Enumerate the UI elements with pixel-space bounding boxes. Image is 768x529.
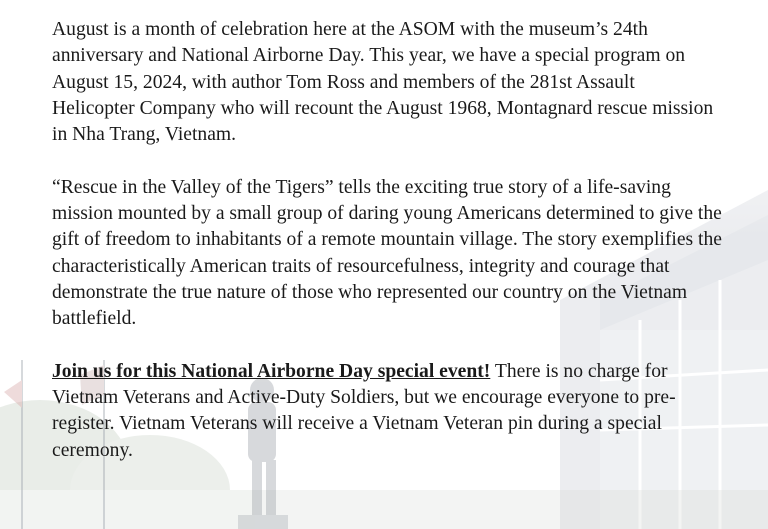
event-details: There is no charge for Vietnam Veterans and Active-Duty Soldiers, but we encourage everyone to pre-register. Vietnam Veterans will receive a Vietnam Veteran pin during a special ceremony. [52, 360, 676, 461]
event-call-to-action: Join us for this National Airborne Day special event! [52, 360, 491, 382]
event-paragraph [52, 359, 722, 464]
article-body [52, 17, 722, 464]
story-paragraph: “Rescue in the Valley of the Tigers” tells the exciting true story of a life-saving mission mounted by a small group of daring young Americans determined to give the gift of freedom to inhabitants of a remote mountain village. The story exemplifies the characteristically American traits of resourcefulness, integrity and courage that demonstrate the true nature of those who represented our country on the Vietnam battlefield. [52, 176, 722, 330]
intro-paragraph: August is a month of celebration here at the ASOM with the museum’s 24th anniversary and National Airborne Day. This year, we have a special program on August 15, 2024, with author Tom Ross and members of the 281st Assault Helicopter Company who will recount the August 1968, Montagnard rescue mission in Nha Trang, Vietnam. [52, 19, 714, 146]
